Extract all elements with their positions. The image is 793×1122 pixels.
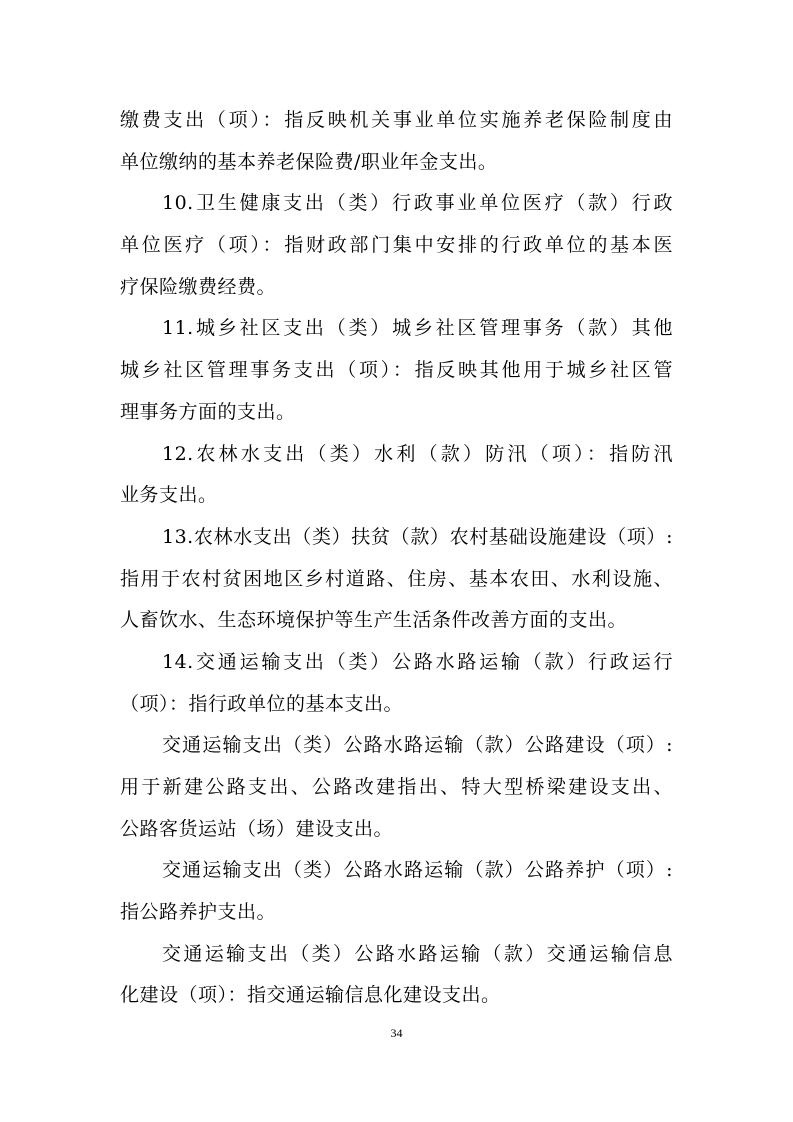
text-line: 交通运输支出（类）公路水路运输（款）公路养护（项）: — [162, 859, 673, 882]
text-line: 14.交通运输支出（类）公路水路运输（款）行政运行 — [162, 650, 673, 673]
text-line: 业务支出。 — [120, 484, 218, 507]
text-line: 指用于农村贫困地区乡村道路、住房、基本农田、水利设施、 — [120, 567, 673, 590]
text-line: 交通运输支出（类）公路水路运输（款）交通运输信息 — [162, 942, 673, 965]
text-line: 交通运输支出（类）公路水路运输（款）公路建设（项）: — [162, 734, 673, 757]
text-line: 13.农林水支出（类）扶贫（款）农村基础设施建设（项）: — [162, 525, 673, 548]
text-line: 单位缴纳的基本养老保险费/职业年金支出。 — [120, 150, 498, 173]
text-line: 理事务方面的支出。 — [120, 400, 296, 423]
text-line: 缴费支出（项）：指反映机关事业单位实施养老保险制度由 — [120, 109, 673, 131]
text-line: （项）：指行政单位的基本支出。 — [120, 692, 404, 715]
text-line: 10.卫生健康支出（类）行政事业单位医疗（款）行政 — [162, 192, 673, 215]
text-line: 12.农林水支出（类）水利（款）防汛（项）：指防汛 — [162, 442, 673, 465]
text-line: 指公路养护支出。 — [120, 901, 277, 924]
text-line: 疗保险缴费经费。 — [120, 275, 277, 298]
text-line: 化建设（项）：指交通运输信息化建设支出。 — [120, 984, 501, 1007]
page-number: 34 — [390, 1026, 403, 1040]
text-line: 人畜饮水、生态环境保护等生产生活条件改善方面的支出。 — [120, 609, 628, 632]
text-line: 单位医疗（项）：指财政部门集中安排的行政单位的基本医 — [120, 234, 673, 257]
text-line: 公路客货运站（场）建设支出。 — [120, 817, 394, 840]
text-line: 城乡社区管理事务支出（项）：指反映其他用于城乡社区管 — [120, 359, 673, 382]
text-line: 用于新建公路支出、公路改建指出、特大型桥梁建设支出、 — [120, 776, 673, 798]
text-line: 11.城乡社区支出（类）城乡社区管理事务（款）其他 — [162, 317, 673, 340]
body-text — [120, 100, 673, 1017]
